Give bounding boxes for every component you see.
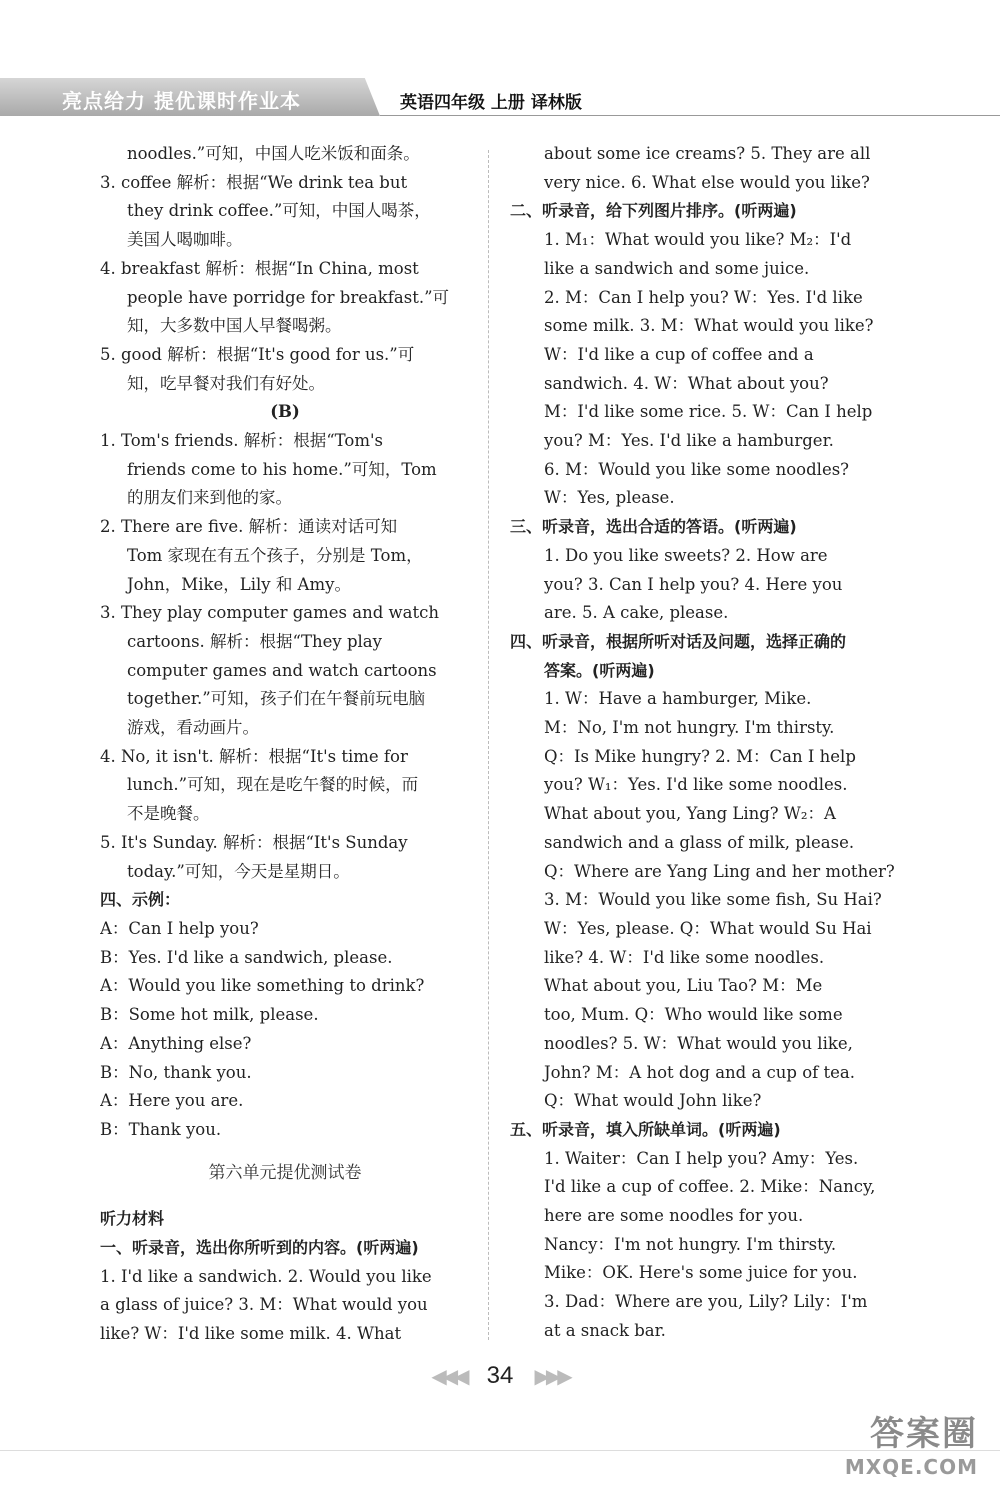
left-text-line: computer games and watch cartoons bbox=[127, 660, 437, 680]
header-rule bbox=[380, 115, 1000, 116]
right-text-line: 四、听录音，根据所听对话及问题，选择正确的 bbox=[510, 631, 847, 651]
right-text-line: sandwich and a glass of milk, please. bbox=[544, 832, 855, 852]
right-text-line: M：I'd like some rice. 5. W：Can I help bbox=[544, 402, 873, 422]
left-text-line: 一、听录音，选出你所听到的内容。(听两遍) bbox=[100, 1238, 419, 1258]
right-text-line: I'd like a cup of coffee. 2. Mike：Nancy, bbox=[544, 1177, 876, 1197]
right-text-line: very nice. 6. What else would you like? bbox=[544, 172, 870, 192]
right-text-line: 1. Waiter：Can I help you? Amy：Yes. bbox=[544, 1148, 859, 1168]
right-text-line: 1. M₁：What would you like? M₂：I'd bbox=[544, 230, 852, 250]
left-text-line: 5. good 解析：根据“It's good for us.”可 bbox=[100, 344, 415, 364]
left-text-line: people have porridge for breakfast.”可 bbox=[127, 287, 450, 307]
left-text-line: A：Here you are. bbox=[100, 1091, 244, 1111]
right-text-line: Nancy：I'm not hungry. I'm thirsty. bbox=[544, 1234, 837, 1254]
right-text-line: you? W₁：Yes. I'd like some noodles. bbox=[544, 775, 848, 795]
left-text-line: 知，吃早餐对我们有好处。 bbox=[127, 373, 325, 393]
left-text-line: A：Can I help you? bbox=[100, 918, 259, 938]
left-text-line: (B) bbox=[270, 402, 300, 422]
left-text-line: 5. It's Sunday. 解析：根据“It's Sunday bbox=[100, 832, 408, 852]
left-text-line: 第六单元提优测试卷 bbox=[208, 1162, 362, 1183]
left-text-line: friends come to his home.”可知，Tom bbox=[127, 459, 437, 479]
left-text-line: they drink coffee.”可知，中国人喝茶， bbox=[127, 201, 431, 221]
left-text-line: John，Mike，Lily 和 Amy。 bbox=[127, 574, 351, 594]
right-text-line: you? 3. Can I help you? 4. Here you bbox=[544, 574, 843, 594]
right-text-line: W：Yes, please. bbox=[544, 488, 675, 508]
left-text-line: 2. There are five. 解析：通读对话可知 bbox=[100, 517, 398, 537]
right-text-line: like? 4. W：I'd like some noodles. bbox=[544, 947, 825, 967]
right-text-line: What about you, Yang Ling? W₂：A bbox=[544, 804, 836, 824]
left-text-line: A：Anything else? bbox=[100, 1033, 252, 1053]
right-text-line: 6. M：Would you like some noodles? bbox=[544, 459, 850, 479]
left-text-line: 3. They play computer games and watch bbox=[100, 603, 439, 623]
right-text-line: 3. M：Would you like some fish, Su Hai? bbox=[544, 890, 882, 910]
page-footer bbox=[0, 1362, 1000, 1390]
left-text-line: 4. breakfast 解析：根据“In China, most bbox=[100, 258, 419, 278]
right-text-line: noodles? 5. W：What would you like, bbox=[544, 1033, 853, 1053]
left-text-line: 4. No, it isn't. 解析：根据“It's time for bbox=[100, 746, 408, 766]
right-text-line: M：No, I'm not hungry. I'm thirsty. bbox=[544, 718, 835, 738]
right-text-line: at a snack bar. bbox=[544, 1320, 666, 1340]
left-text-line: B：No, thank you. bbox=[100, 1062, 252, 1082]
right-text-line: like a sandwich and some juice. bbox=[544, 258, 810, 278]
next-arrows-icon: ▶▶▶ bbox=[534, 1364, 569, 1388]
left-text-line: like? W：I'd like some milk. 4. What bbox=[100, 1324, 402, 1344]
right-text-line: 2. M：Can I help you? W：Yes. I'd like bbox=[544, 287, 863, 307]
left-text-line: 不是晚餐。 bbox=[127, 804, 210, 824]
right-text-line: 1. Do you like sweets? 2. How are bbox=[544, 545, 828, 565]
left-text-line: B：Some hot milk, please. bbox=[100, 1005, 319, 1025]
right-text-line: sandwich. 4. W：What about you? bbox=[544, 373, 829, 393]
left-text-line: 美国人喝咖啡。 bbox=[127, 230, 243, 250]
right-text-line: 五、听录音，填入所缺单词。(听两遍) bbox=[510, 1119, 781, 1139]
right-text-line: some milk. 3. M：What would you like? bbox=[544, 316, 874, 336]
left-text-line: noodles.”可知，中国人吃米饭和面条。 bbox=[127, 144, 420, 163]
right-column bbox=[510, 140, 910, 1346]
right-text-line: you? M：Yes. I'd like a hamburger. bbox=[544, 431, 834, 451]
left-text-line: 游戏，看动画片。 bbox=[127, 718, 259, 738]
right-text-line: here are some noodles for you. bbox=[544, 1206, 804, 1226]
left-text-line: 1. Tom's friends. 解析：根据“Tom's bbox=[100, 431, 383, 451]
left-text-line: a glass of juice? 3. M：What would you bbox=[100, 1295, 428, 1315]
left-text-line: together.”可知，孩子们在午餐前玩电脑 bbox=[127, 689, 426, 709]
right-text-line: Mike：OK. Here's some juice for you. bbox=[544, 1263, 858, 1283]
right-text-line: W：Yes, please. Q：What would Su Hai bbox=[544, 918, 872, 938]
left-text-line: 听力材料 bbox=[100, 1209, 165, 1229]
left-text-line: 四、示例： bbox=[100, 890, 181, 910]
right-text-line: are. 5. A cake, please. bbox=[544, 603, 729, 623]
left-text-line: 3. coffee 解析：根据“We drink tea but bbox=[100, 172, 408, 192]
right-text-line: What about you, Liu Tao? M：Me bbox=[544, 976, 823, 996]
left-text-line: today.”可知，今天是星期日。 bbox=[127, 861, 350, 881]
right-text-line: W：I'd like a cup of coffee and a bbox=[544, 344, 814, 364]
right-text-line: 3. Dad：Where are you, Lily? Lily：I'm bbox=[544, 1292, 868, 1312]
book-subject: 英语四年级 上册 译林版 bbox=[400, 93, 582, 113]
left-text-line: 1. I'd like a sandwich. 2. Would you like bbox=[100, 1266, 432, 1286]
right-text-line: 三、听录音，选出合适的答语。(听两遍) bbox=[510, 517, 797, 537]
left-text-line: lunch.”可知，现在是吃午餐的时候，而 bbox=[127, 775, 419, 795]
right-text-line: too, Mum. Q：Who would like some bbox=[544, 1005, 843, 1025]
right-text-line: about some ice creams? 5. They are all bbox=[544, 144, 871, 163]
right-text-line: John? M：A hot dog and a cup of tea. bbox=[544, 1062, 855, 1082]
left-text-line: 知，大多数中国人早餐喝粥。 bbox=[127, 316, 342, 336]
left-text-line: A：Would you like something to drink? bbox=[100, 976, 425, 996]
left-column bbox=[100, 140, 470, 1349]
watermark-logo-text: 答案圈 bbox=[870, 1414, 978, 1454]
right-text-line: Q：Is Mike hungry? 2. M：Can I help bbox=[544, 746, 856, 766]
right-text-line: Q：Where are Yang Ling and her mother? bbox=[544, 861, 895, 881]
prev-arrows-icon: ◀◀◀ bbox=[431, 1364, 466, 1388]
page-header bbox=[0, 78, 1000, 118]
book-brand: 亮点给力 提优课时作业本 bbox=[62, 89, 301, 113]
right-text-line: 1. W：Have a hamburger, Mike. bbox=[544, 689, 812, 709]
left-text-line: B：Yes. I'd like a sandwich, please. bbox=[100, 947, 393, 967]
right-text-line: 答案。(听两遍) bbox=[544, 660, 655, 680]
column-divider bbox=[488, 150, 489, 1340]
page-number: 34 bbox=[486, 1362, 514, 1389]
right-text-line: 二、听录音，给下列图片排序。(听两遍) bbox=[510, 201, 797, 221]
watermark-logo bbox=[845, 1406, 978, 1479]
watermark-site-text: MXQE.COM bbox=[844, 1455, 978, 1479]
left-text-line: Tom 家现在有五个孩子，分别是 Tom， bbox=[127, 545, 423, 565]
left-text-line: cartoons. 解析：根据“They play bbox=[127, 631, 382, 651]
left-text-line: B：Thank you. bbox=[100, 1119, 222, 1139]
left-text-line: 的朋友们来到他的家。 bbox=[127, 488, 292, 508]
right-text-line: Q：What would John like? bbox=[544, 1091, 762, 1111]
